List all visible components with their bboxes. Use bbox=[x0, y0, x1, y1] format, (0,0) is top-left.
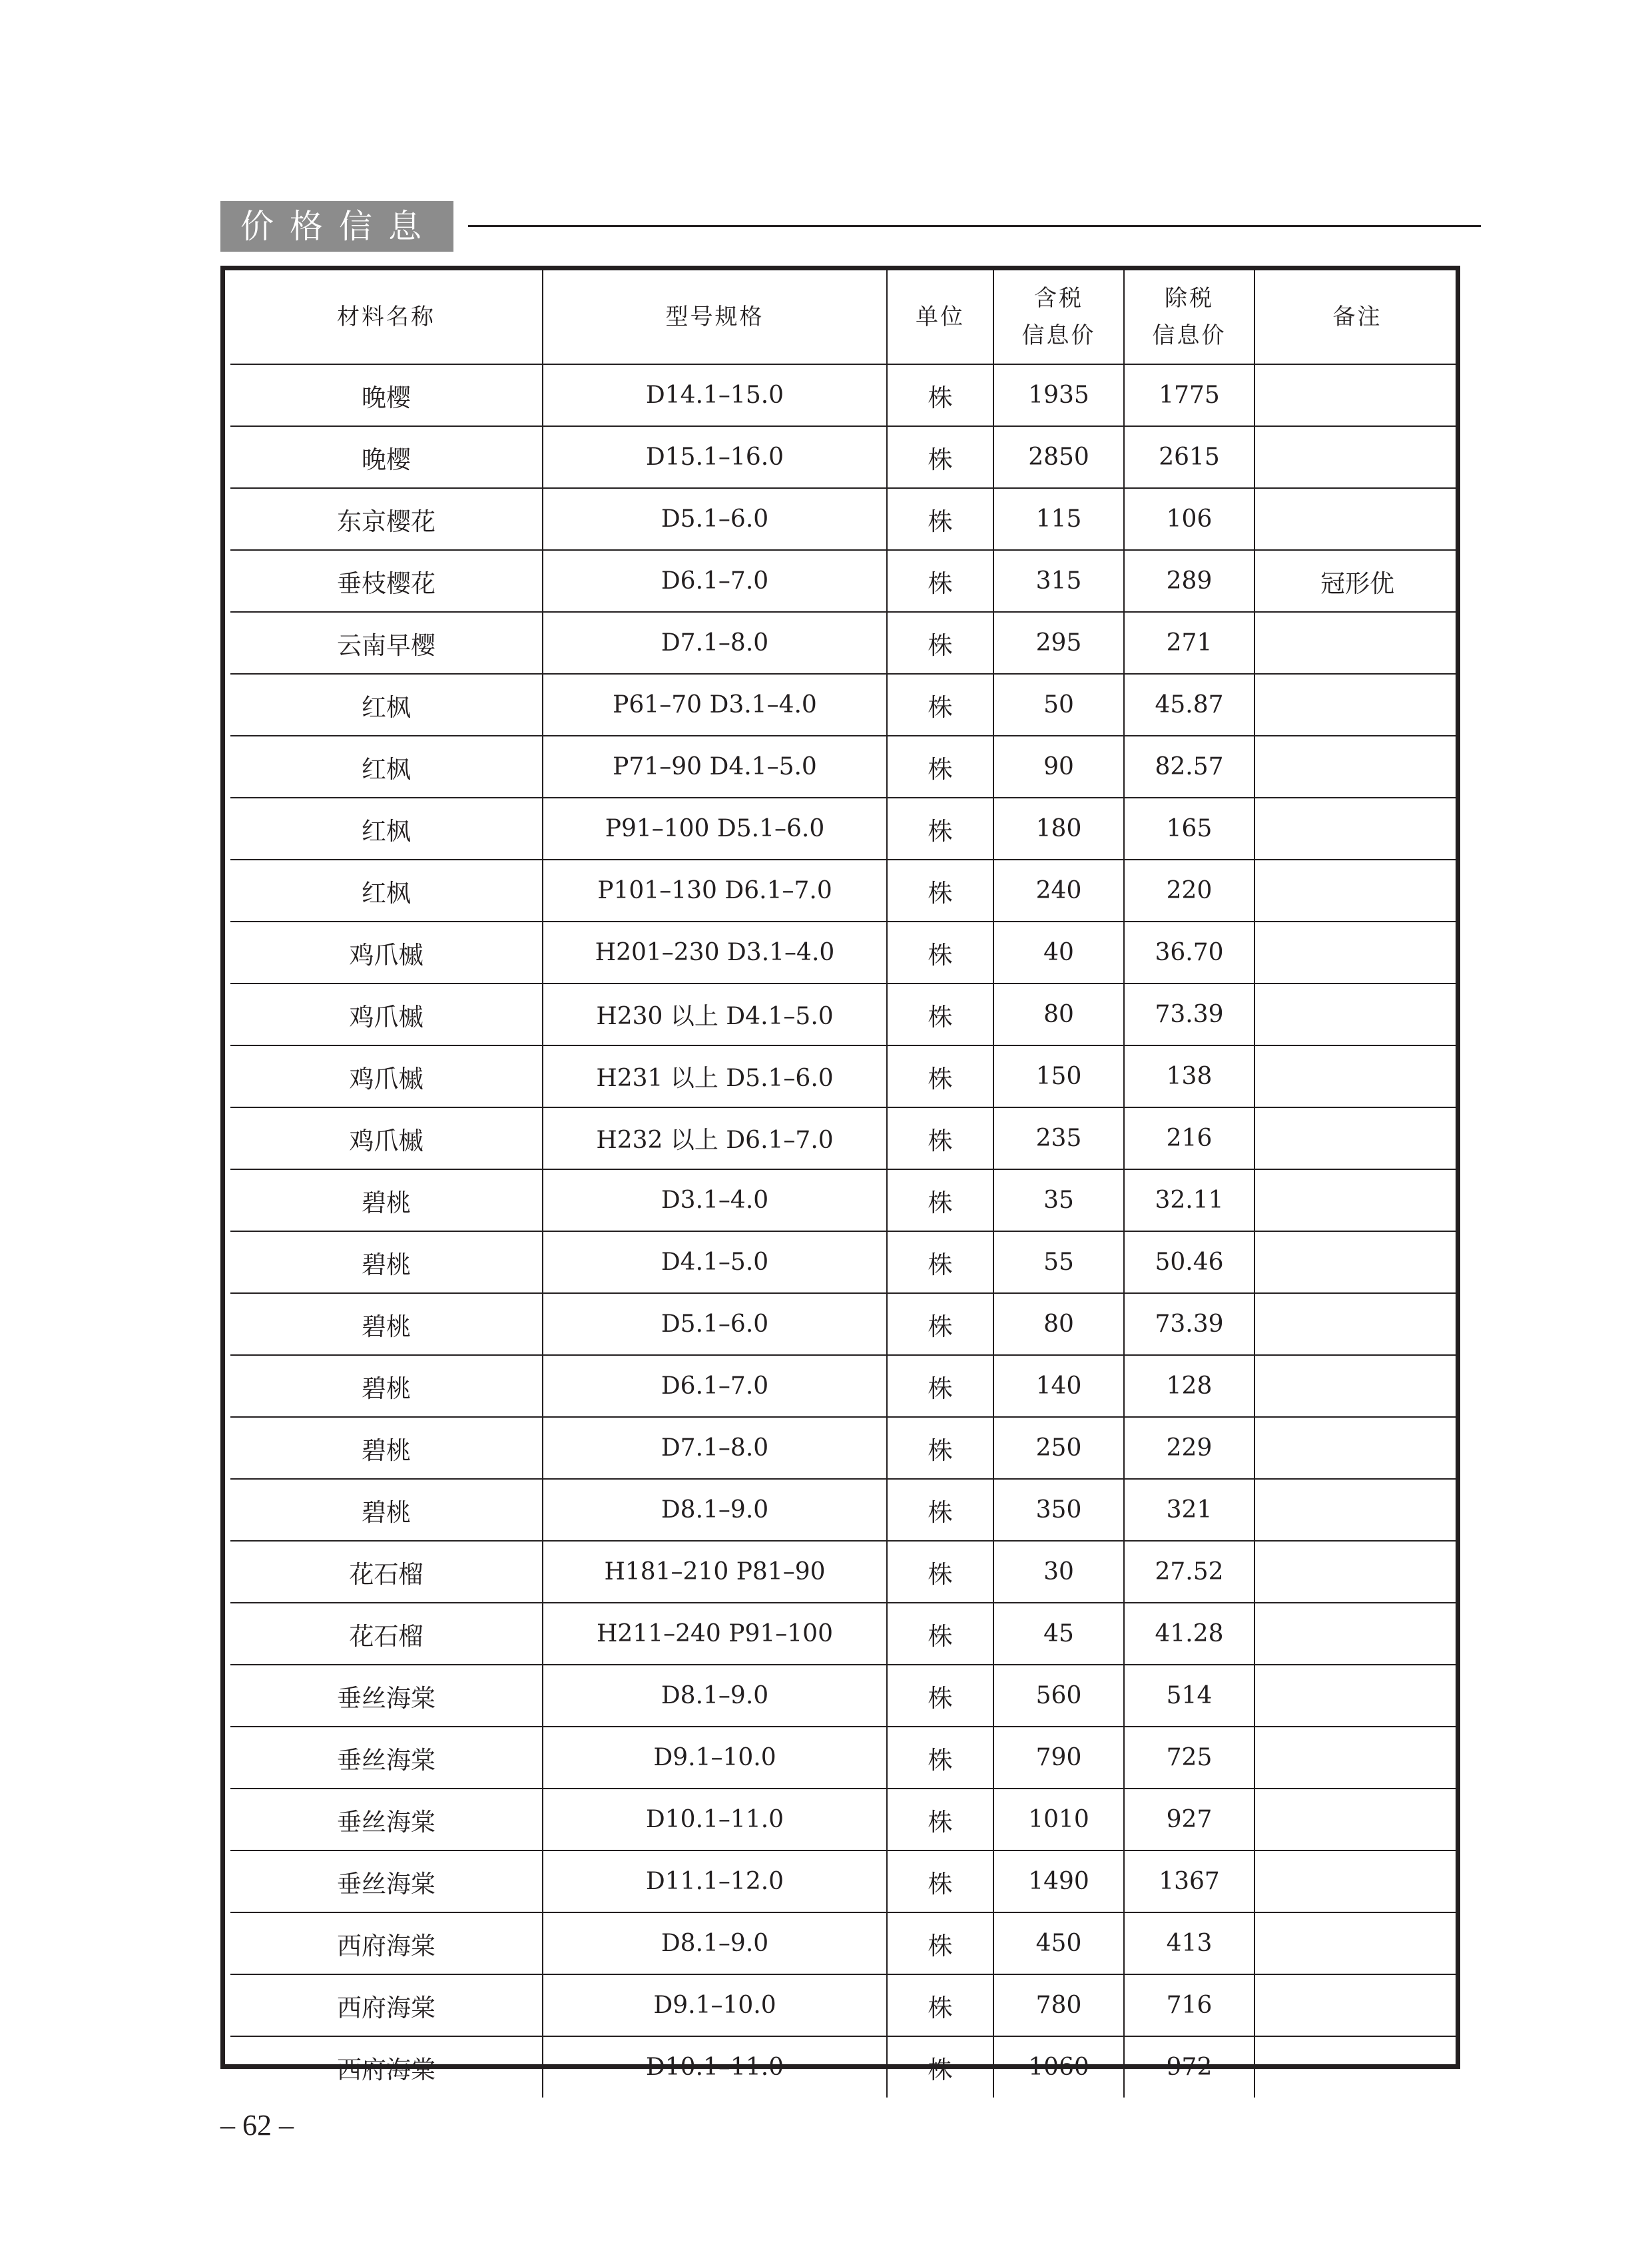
cell-spec: D10.1–11.0 bbox=[543, 2036, 887, 2098]
cell-spec: P101–130 D6.1–7.0 bbox=[543, 860, 887, 922]
cell-name: 垂丝海棠 bbox=[230, 1850, 543, 1912]
cell-unit: 株 bbox=[887, 1169, 993, 1231]
cell-tax-price: 1935 bbox=[993, 364, 1124, 426]
cell-unit: 株 bbox=[887, 1417, 993, 1479]
cell-unit: 株 bbox=[887, 984, 993, 1045]
cell-spec: D5.1–6.0 bbox=[543, 488, 887, 550]
cell-tax-price: 780 bbox=[993, 1974, 1124, 2036]
cell-remark bbox=[1254, 612, 1460, 674]
cell-tax-price: 80 bbox=[993, 984, 1124, 1045]
cell-unit: 株 bbox=[887, 426, 993, 488]
cell-spec: H232 以上 D6.1–7.0 bbox=[543, 1107, 887, 1169]
cell-tax-price: 450 bbox=[993, 1912, 1124, 1974]
cell-name: 碧桃 bbox=[230, 1417, 543, 1479]
header-spec: 型号规格 bbox=[543, 270, 887, 364]
table-row bbox=[230, 1231, 1460, 1293]
cell-notax-price: 716 bbox=[1124, 1974, 1254, 2036]
cell-spec: D3.1–4.0 bbox=[543, 1169, 887, 1231]
table-row bbox=[230, 1789, 1460, 1850]
cell-name: 红枫 bbox=[230, 798, 543, 860]
cell-remark bbox=[1254, 1417, 1460, 1479]
cell-tax-price: 140 bbox=[993, 1355, 1124, 1417]
cell-spec: D9.1–10.0 bbox=[543, 1974, 887, 2036]
cell-tax-price: 35 bbox=[993, 1169, 1124, 1231]
cell-remark: 冠形优 bbox=[1254, 550, 1460, 612]
cell-unit: 株 bbox=[887, 1045, 993, 1107]
cell-unit: 株 bbox=[887, 1850, 993, 1912]
cell-spec: D8.1–9.0 bbox=[543, 1479, 887, 1541]
table-header-row bbox=[230, 270, 1460, 364]
cell-remark bbox=[1254, 922, 1460, 984]
header-name: 材料名称 bbox=[230, 270, 543, 364]
cell-notax-price: 41.28 bbox=[1124, 1603, 1254, 1665]
cell-notax-price: 73.39 bbox=[1124, 1293, 1254, 1355]
cell-unit: 株 bbox=[887, 1293, 993, 1355]
cell-name: 鸡爪槭 bbox=[230, 1045, 543, 1107]
cell-tax-price: 790 bbox=[993, 1727, 1124, 1789]
table-row bbox=[230, 1541, 1460, 1603]
table-row bbox=[230, 488, 1460, 550]
cell-notax-price: 27.52 bbox=[1124, 1541, 1254, 1603]
cell-remark bbox=[1254, 1231, 1460, 1293]
table-row bbox=[230, 2036, 1460, 2098]
cell-unit: 株 bbox=[887, 1479, 993, 1541]
cell-name: 鸡爪槭 bbox=[230, 1107, 543, 1169]
cell-notax-price: 289 bbox=[1124, 550, 1254, 612]
cell-notax-price: 321 bbox=[1124, 1479, 1254, 1541]
table-row bbox=[230, 550, 1460, 612]
table-row bbox=[230, 1293, 1460, 1355]
cell-tax-price: 50 bbox=[993, 674, 1124, 736]
section-title: 价格信息 bbox=[220, 201, 453, 252]
cell-spec: D4.1–5.0 bbox=[543, 1231, 887, 1293]
cell-unit: 株 bbox=[887, 1355, 993, 1417]
cell-spec: H211–240 P91–100 bbox=[543, 1603, 887, 1665]
cell-spec: H231 以上 D5.1–6.0 bbox=[543, 1045, 887, 1107]
table-row bbox=[230, 1665, 1460, 1727]
cell-remark bbox=[1254, 984, 1460, 1045]
cell-unit: 株 bbox=[887, 798, 993, 860]
cell-name: 红枫 bbox=[230, 860, 543, 922]
cell-notax-price: 128 bbox=[1124, 1355, 1254, 1417]
cell-tax-price: 1060 bbox=[993, 2036, 1124, 2098]
table-body bbox=[230, 364, 1460, 2098]
cell-notax-price: 82.57 bbox=[1124, 736, 1254, 798]
table-row bbox=[230, 1479, 1460, 1541]
cell-notax-price: 229 bbox=[1124, 1417, 1254, 1479]
page-number: – 62 – bbox=[220, 2109, 294, 2141]
cell-spec: P71–90 D4.1–5.0 bbox=[543, 736, 887, 798]
cell-unit: 株 bbox=[887, 736, 993, 798]
cell-spec: D8.1–9.0 bbox=[543, 1665, 887, 1727]
cell-unit: 株 bbox=[887, 612, 993, 674]
cell-notax-price: 73.39 bbox=[1124, 984, 1254, 1045]
cell-tax-price: 40 bbox=[993, 922, 1124, 984]
cell-remark bbox=[1254, 1169, 1460, 1231]
cell-remark bbox=[1254, 1912, 1460, 1974]
cell-remark bbox=[1254, 364, 1460, 426]
cell-notax-price: 1367 bbox=[1124, 1850, 1254, 1912]
cell-spec: D7.1–8.0 bbox=[543, 612, 887, 674]
cell-name: 晚樱 bbox=[230, 426, 543, 488]
cell-tax-price: 90 bbox=[993, 736, 1124, 798]
cell-notax-price: 972 bbox=[1124, 2036, 1254, 2098]
table-row bbox=[230, 736, 1460, 798]
cell-remark bbox=[1254, 1479, 1460, 1541]
cell-remark bbox=[1254, 1355, 1460, 1417]
cell-name: 西府海棠 bbox=[230, 1912, 543, 1974]
cell-name: 花石榴 bbox=[230, 1541, 543, 1603]
cell-name: 垂枝樱花 bbox=[230, 550, 543, 612]
cell-notax-price: 725 bbox=[1124, 1727, 1254, 1789]
cell-unit: 株 bbox=[887, 2036, 993, 2098]
cell-remark bbox=[1254, 1974, 1460, 2036]
cell-name: 花石榴 bbox=[230, 1603, 543, 1665]
cell-name: 碧桃 bbox=[230, 1479, 543, 1541]
cell-unit: 株 bbox=[887, 1231, 993, 1293]
cell-spec: D8.1–9.0 bbox=[543, 1912, 887, 1974]
cell-name: 鸡爪槭 bbox=[230, 922, 543, 984]
cell-tax-price: 150 bbox=[993, 1045, 1124, 1107]
cell-spec: H181–210 P81–90 bbox=[543, 1541, 887, 1603]
cell-unit: 株 bbox=[887, 488, 993, 550]
cell-remark bbox=[1254, 1850, 1460, 1912]
header-unit: 单位 bbox=[887, 270, 993, 364]
cell-spec: D15.1–16.0 bbox=[543, 426, 887, 488]
cell-remark bbox=[1254, 2036, 1460, 2098]
cell-tax-price: 45 bbox=[993, 1603, 1124, 1665]
table-row bbox=[230, 860, 1460, 922]
cell-tax-price: 560 bbox=[993, 1665, 1124, 1727]
cell-name: 西府海棠 bbox=[230, 2036, 543, 2098]
table-row bbox=[230, 798, 1460, 860]
cell-tax-price: 235 bbox=[993, 1107, 1124, 1169]
cell-notax-price: 165 bbox=[1124, 798, 1254, 860]
cell-tax-price: 2850 bbox=[993, 426, 1124, 488]
cell-name: 红枫 bbox=[230, 736, 543, 798]
cell-spec: D10.1–11.0 bbox=[543, 1789, 887, 1850]
table-row bbox=[230, 1974, 1460, 2036]
cell-tax-price: 350 bbox=[993, 1479, 1124, 1541]
cell-unit: 株 bbox=[887, 1665, 993, 1727]
cell-name: 垂丝海棠 bbox=[230, 1727, 543, 1789]
cell-notax-price: 1775 bbox=[1124, 364, 1254, 426]
cell-notax-price: 216 bbox=[1124, 1107, 1254, 1169]
cell-unit: 株 bbox=[887, 1603, 993, 1665]
cell-remark bbox=[1254, 1293, 1460, 1355]
cell-remark bbox=[1254, 1541, 1460, 1603]
cell-name: 碧桃 bbox=[230, 1355, 543, 1417]
table-row bbox=[230, 1850, 1460, 1912]
cell-notax-price: 927 bbox=[1124, 1789, 1254, 1850]
cell-name: 鸡爪槭 bbox=[230, 984, 543, 1045]
cell-remark bbox=[1254, 736, 1460, 798]
table-row bbox=[230, 984, 1460, 1045]
cell-unit: 株 bbox=[887, 674, 993, 736]
cell-name: 垂丝海棠 bbox=[230, 1665, 543, 1727]
cell-spec: D7.1–8.0 bbox=[543, 1417, 887, 1479]
header-notax-price-line1: 除税 bbox=[1165, 285, 1214, 312]
cell-notax-price: 36.70 bbox=[1124, 922, 1254, 984]
cell-name: 晚樱 bbox=[230, 364, 543, 426]
cell-remark bbox=[1254, 488, 1460, 550]
table-row bbox=[230, 1045, 1460, 1107]
section-header bbox=[220, 201, 1481, 252]
table-row bbox=[230, 1107, 1460, 1169]
price-table-frame bbox=[220, 266, 1460, 2084]
table-row bbox=[230, 674, 1460, 736]
price-table bbox=[230, 270, 1460, 2098]
cell-name: 西府海棠 bbox=[230, 1974, 543, 2036]
cell-name: 碧桃 bbox=[230, 1169, 543, 1231]
cell-spec: D5.1–6.0 bbox=[543, 1293, 887, 1355]
header-notax-price-line2: 信息价 bbox=[1152, 322, 1227, 349]
table-row bbox=[230, 1603, 1460, 1665]
cell-tax-price: 295 bbox=[993, 612, 1124, 674]
cell-remark bbox=[1254, 1045, 1460, 1107]
cell-remark bbox=[1254, 798, 1460, 860]
cell-notax-price: 106 bbox=[1124, 488, 1254, 550]
header-tax-price bbox=[993, 270, 1124, 364]
cell-spec: D14.1–15.0 bbox=[543, 364, 887, 426]
cell-remark bbox=[1254, 674, 1460, 736]
cell-notax-price: 2615 bbox=[1124, 426, 1254, 488]
cell-unit: 株 bbox=[887, 364, 993, 426]
cell-remark bbox=[1254, 1665, 1460, 1727]
table-row bbox=[230, 1727, 1460, 1789]
cell-unit: 株 bbox=[887, 922, 993, 984]
table-row bbox=[230, 426, 1460, 488]
cell-spec: H201–230 D3.1–4.0 bbox=[543, 922, 887, 984]
cell-tax-price: 115 bbox=[993, 488, 1124, 550]
cell-unit: 株 bbox=[887, 1789, 993, 1850]
cell-name: 碧桃 bbox=[230, 1293, 543, 1355]
cell-tax-price: 250 bbox=[993, 1417, 1124, 1479]
cell-spec: D6.1–7.0 bbox=[543, 1355, 887, 1417]
table-row bbox=[230, 922, 1460, 984]
cell-spec: D6.1–7.0 bbox=[543, 550, 887, 612]
cell-remark bbox=[1254, 426, 1460, 488]
cell-remark bbox=[1254, 1603, 1460, 1665]
cell-unit: 株 bbox=[887, 1912, 993, 1974]
table-row bbox=[230, 364, 1460, 426]
cell-spec: D11.1–12.0 bbox=[543, 1850, 887, 1912]
cell-notax-price: 45.87 bbox=[1124, 674, 1254, 736]
table-row bbox=[230, 1417, 1460, 1479]
cell-notax-price: 50.46 bbox=[1124, 1231, 1254, 1293]
cell-name: 云南早樱 bbox=[230, 612, 543, 674]
cell-notax-price: 32.11 bbox=[1124, 1169, 1254, 1231]
cell-name: 垂丝海棠 bbox=[230, 1789, 543, 1850]
cell-tax-price: 1490 bbox=[993, 1850, 1124, 1912]
table-row bbox=[230, 1169, 1460, 1231]
section-divider bbox=[468, 225, 1481, 227]
cell-tax-price: 180 bbox=[993, 798, 1124, 860]
header-notax-price bbox=[1124, 270, 1254, 364]
cell-remark bbox=[1254, 1727, 1460, 1789]
cell-remark bbox=[1254, 1107, 1460, 1169]
cell-tax-price: 55 bbox=[993, 1231, 1124, 1293]
cell-name: 红枫 bbox=[230, 674, 543, 736]
cell-tax-price: 1010 bbox=[993, 1789, 1124, 1850]
cell-unit: 株 bbox=[887, 1974, 993, 2036]
cell-remark bbox=[1254, 860, 1460, 922]
cell-spec: P61–70 D3.1–4.0 bbox=[543, 674, 887, 736]
cell-spec: P91–100 D5.1–6.0 bbox=[543, 798, 887, 860]
cell-tax-price: 30 bbox=[993, 1541, 1124, 1603]
table-row bbox=[230, 1355, 1460, 1417]
cell-notax-price: 514 bbox=[1124, 1665, 1254, 1727]
cell-notax-price: 413 bbox=[1124, 1912, 1254, 1974]
cell-name: 碧桃 bbox=[230, 1231, 543, 1293]
header-remark: 备注 bbox=[1254, 270, 1460, 364]
cell-tax-price: 80 bbox=[993, 1293, 1124, 1355]
cell-notax-price: 220 bbox=[1124, 860, 1254, 922]
cell-tax-price: 240 bbox=[993, 860, 1124, 922]
cell-spec: D9.1–10.0 bbox=[543, 1727, 887, 1789]
header-tax-price-line2: 信息价 bbox=[1021, 322, 1096, 349]
header-tax-price-line1: 含税 bbox=[1034, 285, 1083, 312]
cell-unit: 株 bbox=[887, 1727, 993, 1789]
cell-unit: 株 bbox=[887, 550, 993, 612]
cell-spec: H230 以上 D4.1–5.0 bbox=[543, 984, 887, 1045]
cell-unit: 株 bbox=[887, 1541, 993, 1603]
cell-notax-price: 271 bbox=[1124, 612, 1254, 674]
cell-unit: 株 bbox=[887, 860, 993, 922]
cell-notax-price: 138 bbox=[1124, 1045, 1254, 1107]
cell-unit: 株 bbox=[887, 1107, 993, 1169]
cell-name: 东京樱花 bbox=[230, 488, 543, 550]
cell-remark bbox=[1254, 1789, 1460, 1850]
table-row bbox=[230, 1912, 1460, 1974]
cell-tax-price: 315 bbox=[993, 550, 1124, 612]
table-row bbox=[230, 612, 1460, 674]
